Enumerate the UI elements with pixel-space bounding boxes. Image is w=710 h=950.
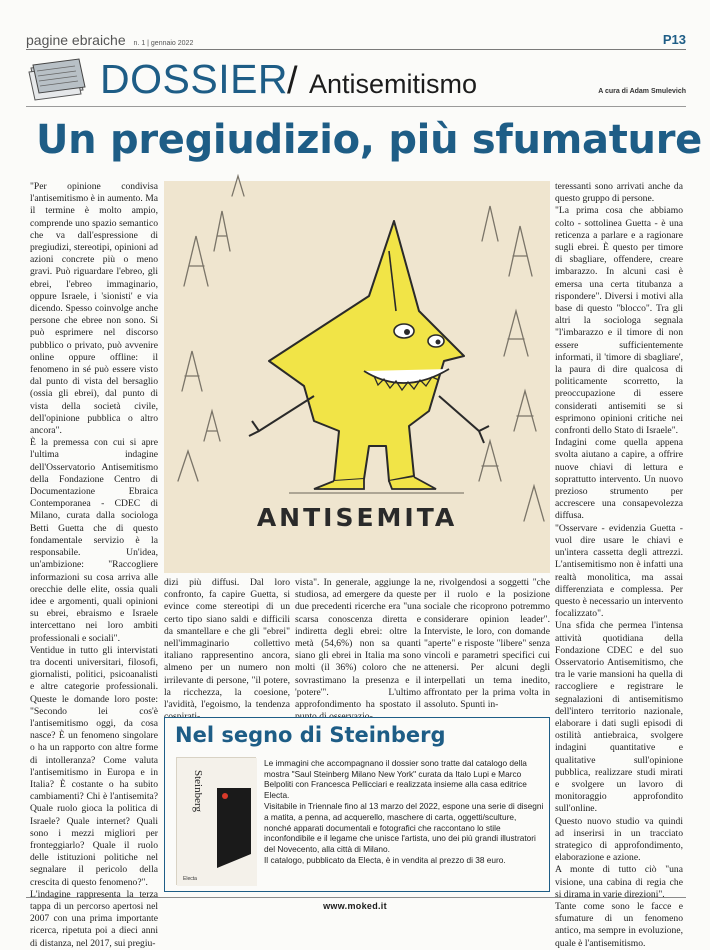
paragraph: "La prima cosa che abbiamo colto - sottolinea Guetta - è una reticenza a parlare e a ragionare sugli ebrei. È questo per timore di sbagliare, offendere, creare imbarazzo. In alcuni casi è emersa una certa titubanza a rispondere". Diversi i motivi alla base di questo "blocco". Tra gli altri la sociologa segnala "l'imbarazzo e il timore di non essere sufficientemente informati, il 'timore di sbagliare', la paura di dire qualcosa di politicamente scorretto, la preoccupazione di essere considerati antisemiti se si esprimono opinioni critiche nei confronti dello Stato di Israele".	[555, 205, 683, 437]
section-divider	[26, 106, 686, 107]
footer-divider	[26, 897, 686, 898]
paragraph: Questo nuovo studio va quindi ad inserirsi in un tracciato strategico di approfondimento, elaborazione e azione.	[555, 815, 683, 864]
sidebar-paragraph: Visitabile in Triennale fino al 13 marzo del 2022, espone una serie di disegni a matita, a penna, ad acquerello, maschere di carta, oggetti/sculture, nonché apparati documentali e fotografici che raccontano lo stile inconfondibile e il legame che unisce l'artista, uno dei più grandi illustratori del Novecento, alla città di Milano.	[264, 801, 544, 854]
antisemita-drawing	[164, 181, 550, 573]
footer-site-link[interactable]: www.moked.it	[323, 901, 387, 911]
sidebar-title: Nel segno di Steinberg	[175, 723, 446, 747]
article-column-2: dizi più diffusi. Dal loro confronto, fa capire Guetta, si evince come stereotipi di un certo tipo siano saldi e difficili da smantellare e che gli "ebrei" nell'immaginario collettivo italiano rappresentino ancora, almeno per un numero non irrilevante di persone, "il potere, la ricchezza, la coesione, l'avidità, l'egoismo, la tendenza	[164, 577, 290, 711]
curator-credit: A cura di Adam Smulevich	[598, 88, 686, 95]
paragraph: L'indagine rappresenta la terza tappa di un percorso apertosi nel 2007 con una prima importante ricerca, ripetuta poi a dieci anni di distanza, nel 2017, sui pregiu-	[30, 888, 158, 949]
paragraph: teressanti sono arrivati anche da questo gruppo di persone.	[555, 181, 683, 205]
paragraph: Ventidue in tutto gli intervistati tra docenti universitari, filosofi, giornalisti, politici, psicoanalisti e altre categorie professionali. Queste le domande loro poste: "Secondo lei cos'è l'antisemitismo oggi, da cosa nasce? È un fenomeno singolare o ha un rapporto con altre forme di intolleranza? Come valuta l'antisemitismo in Europa e in Italia? È costante o ha subito cambiamenti? Chi è l'antisemita? Quale ruolo gioca la politica di Israele? Quale internet? Quali sono i mezzi migliori per fronteggiarlo? Quale il ruolo delle istituzioni politiche nel segnalare il pericolo della crescita di questo fenomeno?".	[30, 644, 158, 888]
folder-icon	[27, 58, 89, 100]
section-topic: Antisemitismo	[309, 69, 478, 99]
book-cover-image	[176, 757, 256, 885]
paragraph: È la premessa con cui si apre l'ultima indagine dell'Osservatorio Antisemitismo della Fondazione Centro di Documentazione Ebraica Contemporanea - CDEC di Milano, curata dalla sociologa Betti Guetta che di questo fondamentale servizio è la responsabile. Un'idea, un'ambizione: "Raccogliere informazioni su cosa arriva alle orecchie delle elite, ossia quali idee e argomenti, quali opinioni su ebrei, ebraismo e Israele intercettano nei loro ambiti professionali e sociali".	[30, 437, 158, 644]
section-label: DOSSIER	[100, 56, 289, 102]
publication-name: pagine ebraiche	[26, 32, 126, 48]
section-separator: /	[287, 60, 298, 102]
article-column-4: ne, rivolgendosi a soggetti "che per il ruolo e la posizione sociale che ricoprono potremmo considerare opinion leader". Interviste, le loro, con domande "aperte" e risposte "libere" senza vincoli e parametri specifici cui attenersi. Per alcuni degli interpellati un tema inedito, affrontato per la prima volta in assoluto. Spunti in-	[424, 577, 550, 711]
article-column-5	[555, 181, 683, 949]
sidebar-box	[164, 717, 550, 892]
steinberg-illustration	[164, 181, 550, 573]
paragraph: "Osservare - evidenzia Guetta - vuol dire usare le chiavi e un'intera cassetta degli attrezzi. L'antisemitismo non è infatti una realtà monolitica, ma assai differenziata e complessa. Per questo è necessario un intervento focalizzato".	[555, 522, 683, 620]
article-column-1	[30, 181, 158, 949]
issue-info: n. 1 | gennaio 2022	[133, 40, 194, 47]
page-number: P13	[662, 32, 686, 47]
book-cover-publisher: Electa	[183, 876, 197, 882]
paragraph: Indagini come quella appena svolta aiutano a capire, a offrire nuove chiavi di lettura e soprattutto intervento. Un nuovo prezioso strumento per accrescere una consapevolezza diffusa.	[555, 437, 683, 522]
paragraph: A monte di tutto ciò "una visione, una cabina di regia che si dirama in varie direzioni".	[555, 864, 683, 900]
paragraph: Una sfida che permea l'intensa attività quotidiana della Fondazione CDEC e del suo Osservatorio Antisemitismo, che tra le varie mansioni ha quella di raccogliere e registrare le segnalazioni di antisemitismo dell'intero territorio nazionale, elaborare i dati sugli episodi di ostilità antiebraica, svolgere indagini quantitative e qualitative sull'opinione pubblica, realizzare studi mirati e svolgere un lavoro di monitoraggio approfondito sull'online.	[555, 620, 683, 815]
paragraph: Tante come sono le facce e sfumature di un fenomeno antico, ma sempre in evoluzione, quale è l'antisemitismo.	[555, 900, 683, 949]
header-divider	[26, 49, 686, 50]
paragraph: "Per opinione condivisa l'antisemitismo è in aumento. Ma il termine è molto ampio, comprende uno spazio semantico che va dall'espressione di pregiudizi, stereotipi, opinioni ad azioni concrete più o meno gravi. Può riguardare l'ebreo, gli ebrei, l'ebreo immaginario, oppure Israele, i 'sionisti' e via dicendo. Spesso coinvolge anche persone che ebree non sono. Si può esprimere nel discorso pubblico o privato, può avvenire online oppure offline: il fenomeno in sé può essere visto dal punto di vista del bersaglio (ossia gli ebrei), dal punto di vista della società civile, dell'opinione pubblica o altro ancora".	[30, 181, 158, 437]
sidebar-paragraph: Le immagini che accompagnano il dossier sono tratte dal catalogo della mostra "Saul Steinberg Milano New York" curata da Italo Lupi e Marco Belpoliti con Francesca Pellicciari e realizzata insieme alla casa editrice Electa.	[264, 758, 527, 800]
book-cover-title: Steinberg	[192, 770, 204, 812]
illustration-caption: ANTISEMITA	[256, 503, 458, 532]
sidebar-text	[264, 758, 545, 867]
sidebar-paragraph: Il catalogo, pubblicato da Electa, è in vendita al prezzo di 38 euro.	[264, 855, 506, 866]
masthead	[26, 32, 193, 48]
headline: Un pregiudizio, più sfumature	[36, 117, 702, 163]
article-column-3: vista". In generale, aggiunge la studiosa, ad emergere da queste due precedenti ricerche era "una scarsa conoscenza diretta e indiretta degli ebrei: oltre la metà (54,6%) non sa quanti siano gli ebrei in Italia ma sono molti (il 36%) coloro che ne sovrastimano la presenza e il 'potere'". L'ultimo approfondimento ha spostato il	[295, 577, 421, 711]
book-cover-art	[177, 758, 257, 886]
